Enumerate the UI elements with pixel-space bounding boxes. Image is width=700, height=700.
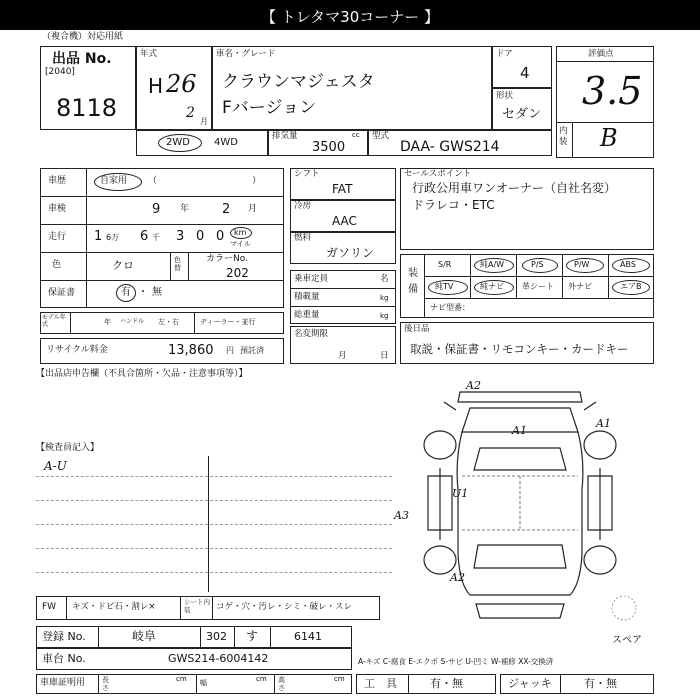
equip-abs: ABS	[620, 260, 636, 269]
col-line	[66, 596, 67, 620]
displacement-value: 3500	[312, 140, 346, 155]
cert-height-unit: cm	[334, 675, 345, 683]
note-line	[36, 476, 392, 477]
col-line	[516, 254, 517, 298]
equip-leather: 革シート	[522, 282, 554, 291]
car-name: クラウンマジェスタ	[222, 72, 375, 92]
after-items-value: 取説・保証書・リモコンキー・カードキー	[410, 342, 629, 356]
history-close: ）	[252, 176, 262, 186]
note-line	[36, 500, 392, 501]
equip-pw: P/W	[574, 260, 590, 269]
displacement-unit: cc	[352, 131, 360, 139]
mileage-label: 走行	[48, 232, 67, 242]
history-value: 自家用	[100, 176, 128, 186]
equipment-label: 装備	[408, 268, 418, 295]
dealer-label: ディーラー・並行	[200, 318, 256, 326]
year-month-unit: 月	[200, 117, 208, 126]
damage-mark-a3: A3	[394, 509, 409, 522]
change-date-month: 月	[338, 351, 347, 361]
color-code: 202	[226, 266, 249, 280]
fuel-label: 燃料	[294, 233, 312, 243]
color-value: クロ	[112, 259, 134, 272]
cert-length-unit: cm	[176, 675, 187, 683]
note-line	[36, 572, 392, 573]
mileage-d2: 6	[140, 229, 149, 244]
model-year-unit: 年	[104, 318, 111, 326]
col-line	[194, 312, 195, 334]
year-label: 年式	[140, 49, 158, 59]
lot-label: 出品 No.	[52, 51, 112, 67]
chassis-label: 車台 No.	[42, 652, 86, 665]
equip-navi-model-label: ナビ型番：	[430, 303, 470, 312]
car-grade: Fバージョン	[222, 98, 317, 118]
mileage-d4: 0	[196, 229, 205, 244]
registration-label: 登録 No.	[42, 630, 86, 643]
row-line	[40, 280, 284, 281]
inspection-year: 9	[152, 202, 161, 217]
cert-label: 車庫証明用	[40, 678, 86, 688]
equip-navi: 純ナビ	[480, 282, 504, 291]
col-line	[86, 168, 87, 308]
mileage-u1: 6万	[106, 233, 120, 242]
row-line	[424, 298, 654, 299]
door-value: 4	[520, 64, 530, 82]
inspection-month: 2	[222, 202, 231, 217]
col-line	[560, 674, 561, 694]
year-era: H	[148, 74, 164, 98]
warranty-no: 無	[152, 287, 162, 298]
inspection-month-unit: 月	[248, 204, 258, 214]
damage-legend: A-キズ C-腐食 E-エクボ S-サビ U-凹ミ W-補修 XX-交換済	[358, 657, 554, 666]
drive-2wd: 2WD	[166, 137, 190, 148]
history-open: （	[148, 176, 158, 186]
sales-point-label: セールスポイント	[404, 169, 472, 179]
col-line	[562, 254, 563, 298]
warranty-label: 保証書	[48, 288, 76, 298]
note-line	[36, 548, 392, 549]
mileage-d3: 3	[176, 229, 185, 244]
seller-notes-label: 【出品店申告欄（不具合箇所・欠品・注意事項等）】	[36, 369, 248, 379]
load-unit: kg	[380, 294, 389, 302]
note-column-line	[208, 456, 209, 592]
door-label: ドア	[496, 49, 513, 59]
sales-point-line2: ドラレコ・ETC	[412, 198, 495, 212]
col-line	[270, 626, 271, 648]
capacity-unit: 名	[380, 274, 389, 284]
col-line	[70, 312, 71, 334]
chassis-value: GWS214-6004142	[168, 652, 269, 665]
handle-options: 左・右	[158, 318, 179, 326]
drive-box	[136, 130, 268, 156]
col-line	[180, 596, 181, 620]
damage-mark-a2-top: A2	[466, 379, 481, 392]
equip-tv: 純TV	[435, 282, 454, 291]
tools-label: 工 具	[364, 677, 397, 690]
equip-ps: P/S	[531, 260, 544, 269]
interior-label: 内装	[559, 126, 568, 148]
equip-ext-navi: 外ナビ	[568, 282, 592, 291]
year-value: 26	[166, 70, 197, 98]
cooler-value: AAC	[332, 214, 357, 228]
registration-place: 岐阜	[132, 629, 157, 643]
color-divider	[188, 252, 189, 280]
shift-label: シフト	[294, 169, 320, 179]
damage-mark-u1: U1	[452, 487, 469, 500]
equip-airbag: エアB	[620, 282, 642, 291]
color-sub-label: 色替	[174, 256, 181, 273]
mileage-u2: 千	[152, 233, 160, 242]
shift-value: FAT	[332, 182, 353, 196]
year-month: 2	[186, 105, 195, 121]
col-line	[274, 674, 275, 694]
inspector-label: 【検査員記入】	[36, 443, 100, 453]
registration-class: 302	[206, 630, 227, 643]
lot-number: 8118	[56, 94, 118, 122]
fuel-value: ガソリン	[326, 246, 375, 260]
equip-sr: S/R	[438, 260, 452, 269]
row-line	[40, 224, 284, 225]
damage-mark-a2-rear: A2	[450, 571, 465, 584]
equip-aw: 純A/W	[480, 260, 505, 269]
mileage-d1: 1	[94, 229, 103, 244]
color-divider	[170, 252, 171, 280]
floor-seat-label: シート内装	[184, 598, 210, 615]
damage-mark-a1-right: A1	[596, 417, 611, 430]
header-title: 【 トレタマ30コーナー 】	[260, 8, 440, 26]
jack-value: 有・無	[584, 677, 617, 690]
lot-stamp: [2040]	[45, 67, 75, 77]
color-label: 色	[52, 260, 62, 270]
col-line	[470, 254, 471, 298]
mileage-d5: 0	[216, 229, 225, 244]
cert-width: 幅	[200, 679, 207, 687]
after-items-label: 後日品	[404, 324, 430, 334]
model-label: 型式	[372, 131, 390, 141]
cooler-label: 冷房	[294, 201, 312, 211]
row-line	[40, 196, 284, 197]
sales-point-line1: 行政公用車ワンオーナー（自社名変）	[412, 181, 617, 195]
cert-height: 高さ	[278, 676, 285, 692]
note-line	[36, 524, 392, 525]
floor-fw-label: FW	[42, 602, 57, 612]
history-label: 車歴	[48, 176, 67, 186]
capacity-label: 乗車定員	[294, 274, 329, 284]
spare-label: スペア	[612, 635, 642, 646]
tools-value: 有・無	[430, 677, 463, 690]
shape-label: 形状	[496, 91, 514, 101]
col-line	[424, 254, 425, 318]
recycle-value: 13,860	[168, 343, 214, 358]
col-line	[98, 674, 99, 694]
change-date-day: 日	[380, 351, 389, 361]
mileage-km: km	[234, 228, 247, 237]
registration-number: 6141	[294, 630, 322, 643]
col-line	[608, 254, 609, 298]
row-line	[424, 276, 654, 277]
handle-label: ハンドル	[120, 318, 145, 325]
inspection-year-unit: 年	[180, 204, 190, 214]
warranty-sep: ・	[138, 287, 148, 298]
shape-value: セダン	[502, 107, 542, 122]
recycle-unit: 円	[226, 346, 234, 355]
gross-unit: kg	[380, 312, 389, 320]
left-info-table	[40, 168, 284, 308]
cert-width-unit: cm	[256, 675, 267, 683]
col-line	[200, 626, 201, 648]
displacement-label: 排気量	[272, 131, 298, 141]
load-label: 積載量	[294, 292, 320, 302]
inspector-note: A-U	[44, 459, 67, 473]
col-line	[234, 626, 235, 648]
col-line	[212, 596, 213, 620]
interior-value: B	[600, 124, 618, 152]
recycle-label: リサイクル料金	[46, 345, 108, 355]
drive-4wd: 4WD	[214, 137, 238, 148]
row-line	[290, 288, 396, 289]
car-name-label: 車名・グレード	[216, 49, 276, 59]
col-line	[196, 674, 197, 694]
registration-kana: す	[246, 629, 259, 643]
recycle-note: 預託済	[240, 346, 264, 355]
color-code-label: カラーNo.	[206, 254, 248, 264]
warranty-yes: 有	[121, 287, 131, 298]
cert-length: 長さ	[102, 676, 109, 692]
change-date-label: 名変期限	[294, 329, 329, 339]
floor-fw-items: キズ・ドビ石・割レ×	[72, 602, 156, 612]
row-line	[40, 252, 284, 253]
interior-divider	[572, 122, 573, 158]
damage-mark-a1-left: A1	[512, 424, 527, 437]
inspection-label: 車検	[48, 204, 67, 214]
floor-seat-items: コゲ・穴・汚レ・シミ・破レ・スレ	[216, 602, 353, 612]
row-line	[290, 306, 396, 307]
col-line	[408, 674, 409, 694]
score-value: 3.5	[582, 69, 643, 113]
mileage-mile: マイル	[230, 240, 251, 248]
top-note: （複合機）対応用紙	[42, 32, 124, 42]
score-label: 評価点	[588, 49, 614, 59]
model-year-label: モデル年式	[42, 314, 66, 329]
gross-label: 総重量	[294, 310, 320, 320]
score-divider	[556, 122, 654, 123]
model-value: DAA- GWS214	[400, 139, 500, 155]
jack-label: ジャッキ	[508, 677, 552, 690]
